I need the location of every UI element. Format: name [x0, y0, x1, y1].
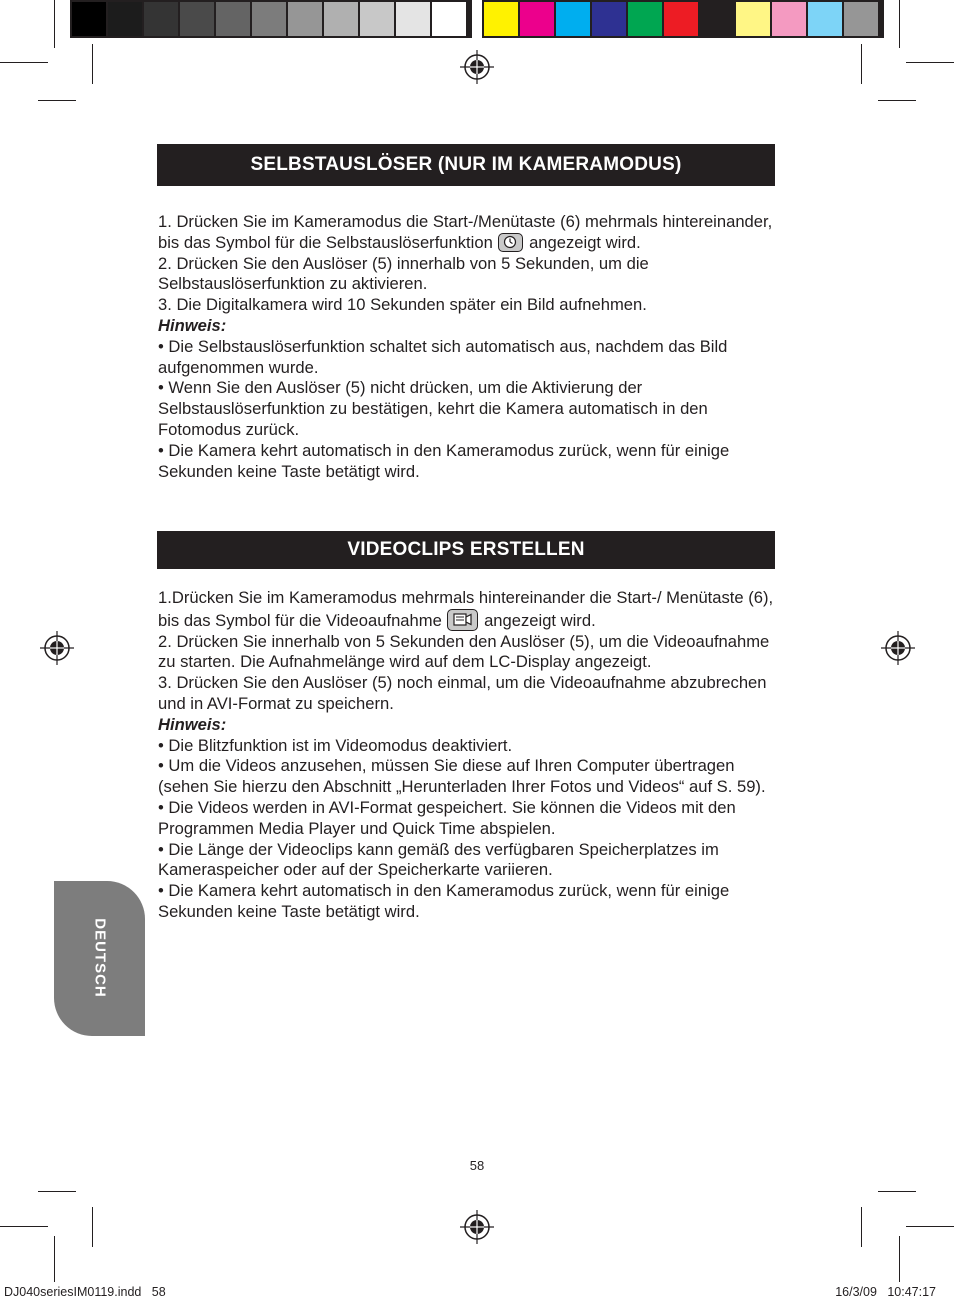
note-item: • Die Selbstauslöserfunktion schaltet sich automatisch aus, nachdem das Bild aufgenommen wurde.: [158, 336, 728, 377]
language-tab-label: DEUTSCH: [91, 918, 109, 998]
note-label: Hinweis:: [158, 714, 227, 734]
color-swatch: [180, 2, 214, 36]
crop-mark: [0, 62, 48, 63]
color-swatch: [108, 2, 142, 36]
step-2: 2. Drücken Sie den Auslöser (5) innerhalb von 5 Sekunden, um die Selbstauslöserfunktion zu aktivieren.: [158, 253, 649, 294]
note-item: • Um die Videos anzusehen, müssen Sie diese auf Ihren Computer übertragen (sehen Sie hierzu den Abschnitt „Herunterladen Ihrer Fotos und Videos“ auf S. 59).: [158, 756, 766, 797]
crop-mark: [906, 1226, 954, 1227]
footer-filename: DJ040seriesIM0119.indd 58: [4, 1285, 166, 1299]
color-swatch: [144, 2, 178, 36]
crop-mark: [92, 1207, 93, 1247]
videoclips-body: [158, 588, 778, 923]
registration-mark-icon: [40, 631, 74, 665]
section-header-videoclips: VIDEOCLIPS ERSTELLEN: [157, 531, 775, 569]
color-swatch: [556, 2, 590, 36]
step-1-text-end: angezeigt wird.: [529, 232, 641, 252]
color-swatch: [700, 2, 734, 36]
self-timer-icon: [498, 233, 523, 252]
step-1-text-end: angezeigt wird.: [484, 610, 596, 630]
registration-mark-icon: [460, 50, 494, 84]
step-3: 3. Die Digitalkamera wird 10 Sekunden später ein Bild aufnehmen.: [158, 295, 647, 315]
note-item: • Wenn Sie den Auslöser (5) nicht drücken, um die Aktivierung der Selbstauslöserfunktion zu bestätigen, kehrt die Kamera automatisch in den Fotomodus zurück.: [158, 378, 708, 439]
crop-mark: [38, 1191, 76, 1192]
step-1-text: 1. Drücken Sie im Kameramodus die Start-/Menütaste (6) mehrmals hintereinander, bis das Symbol für die Selbstauslöserfunktion: [158, 212, 773, 252]
footer-timestamp: 16/3/09 10:47:17: [835, 1285, 936, 1299]
color-swatch: [432, 2, 466, 36]
note-item: • Die Kamera kehrt automatisch in den Kameramodus zurück, wenn für einige Sekunden keine Taste betätigt wird.: [158, 440, 730, 481]
crop-mark: [92, 44, 93, 84]
crop-mark: [861, 1207, 862, 1247]
note-label: Hinweis:: [158, 315, 227, 335]
color-swatch: [252, 2, 286, 36]
registration-mark-icon: [460, 1210, 494, 1244]
page-number: 58: [469, 1158, 485, 1173]
color-swatch: [844, 2, 878, 36]
color-swatch: [216, 2, 250, 36]
crop-mark: [899, 1236, 900, 1282]
crop-mark: [54, 0, 55, 48]
color-swatch: [772, 2, 806, 36]
color-swatch: [520, 2, 554, 36]
color-swatch: [664, 2, 698, 36]
color-swatch: [736, 2, 770, 36]
note-item: • Die Videos werden in AVI-Format gespeichert. Sie können die Videos mit den Programmen Media Player und Quick Time abspielen.: [158, 797, 736, 838]
step-1-text: 1.Drücken Sie im Kameramodus mehrmals hintereinander die Start-/ Menütaste (6), bis das Symbol für die Videoaufnahme: [158, 588, 774, 630]
step-3: 3. Drücken Sie den Auslöser (5) noch einmal, um die Videoaufnahme abzubrechen und in AVI-Format zu speichern.: [158, 673, 767, 713]
grayscale-color-bar: [70, 0, 472, 38]
color-swatch: [484, 2, 518, 36]
color-swatch: [592, 2, 626, 36]
process-color-bar: [482, 0, 884, 38]
self-timer-body: [158, 212, 778, 482]
color-swatch: [808, 2, 842, 36]
step-2: 2. Drücken Sie innerhalb von 5 Sekunden den Auslöser (5), um die Videoaufnahme zu starten. Die Aufnahmelänge wird auf dem LC-Display angezeigt.: [158, 631, 770, 672]
crop-mark: [861, 44, 862, 84]
note-item: • Die Kamera kehrt automatisch in den Kameramodus zurück, wenn für einige Sekunden keine Taste betätigt wird.: [158, 881, 730, 921]
crop-mark: [878, 100, 916, 101]
crop-mark: [0, 1226, 48, 1227]
color-swatch: [288, 2, 322, 36]
note-item: • Die Länge der Videoclips kann gemäß des verfügbaren Speicherplatzes im Kameraspeicher oder auf der Speicherkarte variieren.: [158, 839, 719, 880]
step-1: [158, 588, 778, 632]
crop-mark: [906, 62, 954, 63]
color-swatch: [628, 2, 662, 36]
note-item: • Die Blitzfunktion ist im Videomodus deaktiviert.: [158, 735, 513, 755]
color-swatch: [324, 2, 358, 36]
color-swatch: [396, 2, 430, 36]
color-swatch: [72, 2, 106, 36]
registration-mark-icon: [881, 631, 915, 665]
color-swatch: [360, 2, 394, 36]
step-1: [158, 212, 778, 254]
crop-mark: [54, 1236, 55, 1282]
crop-mark: [38, 100, 76, 101]
video-mode-icon: [447, 609, 478, 631]
section-header-self-timer: SELBSTAUSLÖSER (NUR IM KAMERAMODUS): [157, 144, 775, 186]
crop-mark: [878, 1191, 916, 1192]
crop-mark: [899, 0, 900, 48]
